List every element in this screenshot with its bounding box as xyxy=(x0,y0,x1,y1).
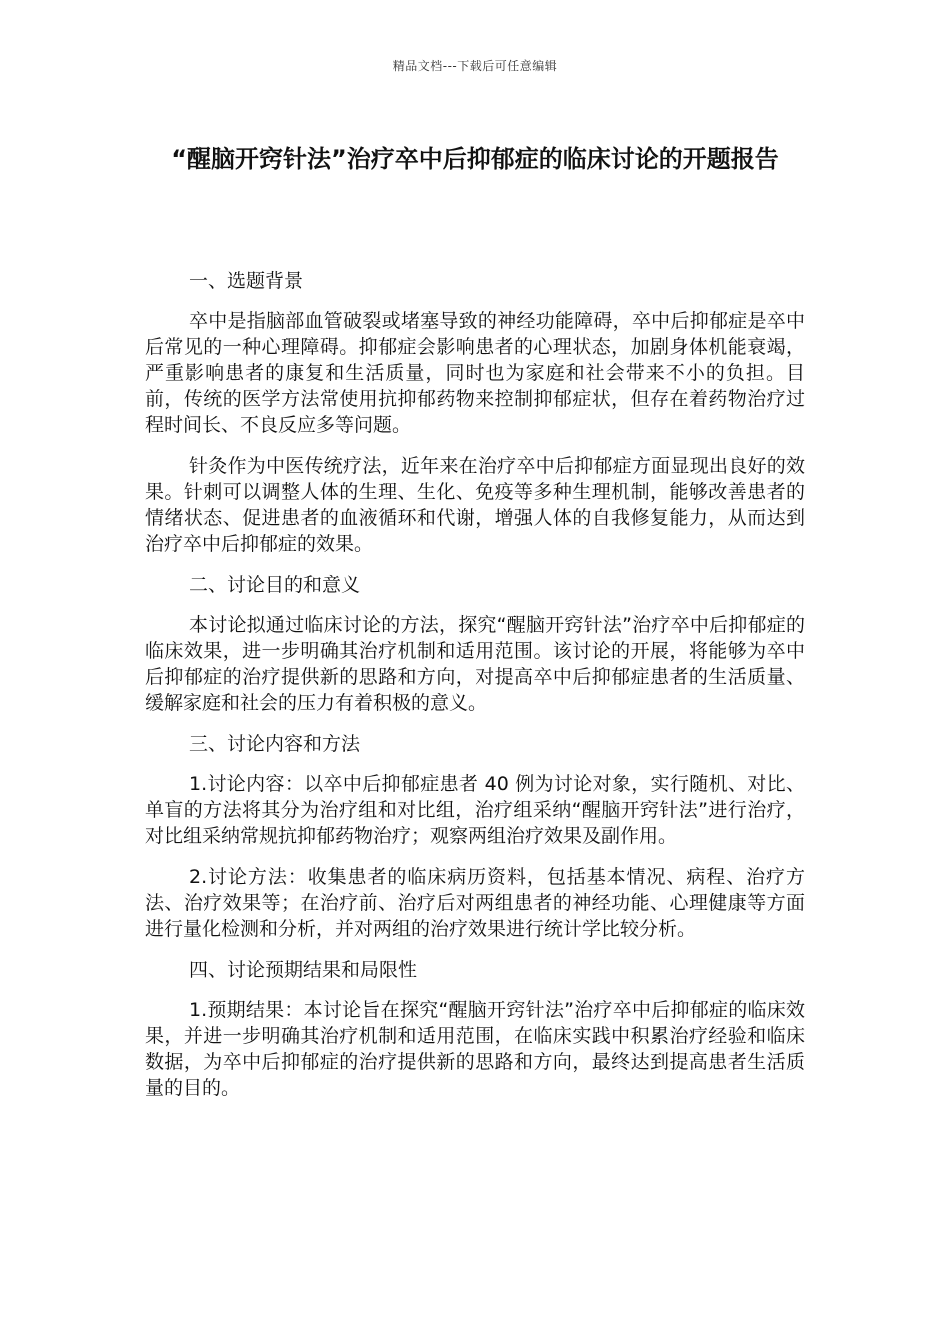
header-note: 精品文档---下载后可任意编辑 xyxy=(392,59,558,73)
section-heading: 四、讨论预期结果和局限性 xyxy=(189,959,418,981)
paragraph: 针灸作为中医传统疗法，近年来在治疗卒中后抑郁症方面显现出良好的效果。针刺可以调整人体的生理、生化、免疫等多种生理机制，能够改善患者的情绪状态、促进患者的血液循环和代谢，增强人体的自我修复能力，从而达到治疗卒中后抑郁症的效果。 xyxy=(145,455,805,555)
section-purpose xyxy=(145,572,805,716)
document-body xyxy=(145,268,805,1116)
paragraph: 卒中是指脑部血管破裂或堵塞导致的神经功能障碍，卒中后抑郁症是卒中后常见的一种心理障碍。抑郁症会影响患者的心理状态，加剧身体机能衰竭，严重影响患者的康复和生活质量，同时也为家庭和社会带来不小的负担。目前，传统的医学方法常使用抗抑郁药物来控制抑郁症状，但存在着药物治疗过程时间长、不良反应多等问题。 xyxy=(145,310,805,436)
section-heading: 三、讨论内容和方法 xyxy=(189,733,361,755)
paragraph: 2.讨论方法：收集患者的临床病历资料，包括基本情况、病程、治疗方法、治疗效果等；在治疗前、治疗后对两组患者的神经功能、心理健康等方面进行量化检测和分析，并对两组的治疗效果进行统计学比较分析。 xyxy=(145,866,805,940)
section-heading: 二、讨论目的和意义 xyxy=(189,574,361,596)
paragraph: 1.预期结果：本讨论旨在探究“醒脑开窍针法”治疗卒中后抑郁症的临床效果，并进一步明确其治疗机制和适用范围，在临床实践中积累治疗经验和临床数据，为卒中后抑郁症的治疗提供新的思路和方向，最终达到提高患者生活质量的目的。 xyxy=(145,999,805,1099)
paragraph: 1.讨论内容：以卒中后抑郁症患者 40 例为讨论对象，实行随机、对比、单盲的方法将其分为治疗组和对比组，治疗组采纳“醒脑开窍针法”进行治疗，对比组采纳常规抗抑郁药物治疗；观察两组治疗效果及副作用。 xyxy=(145,773,805,847)
section-heading: 一、选题背景 xyxy=(189,270,304,292)
section-background xyxy=(145,268,805,557)
paragraph: 本讨论拟通过临床讨论的方法，探究“醒脑开窍针法”治疗卒中后抑郁症的临床效果，进一步明确其治疗机制和适用范围。该讨论的开展，将能够为卒中后抑郁症的治疗提供新的思路和方向，对提高卒中后抑郁症患者的生活质量、缓解家庭和社会的压力有着积极的意义。 xyxy=(145,614,805,714)
document-title: “醒脑开窍针法”治疗卒中后抑郁症的临床讨论的开题报告 xyxy=(171,145,779,173)
section-expected-results xyxy=(145,957,805,1101)
section-content-methods xyxy=(145,731,805,942)
